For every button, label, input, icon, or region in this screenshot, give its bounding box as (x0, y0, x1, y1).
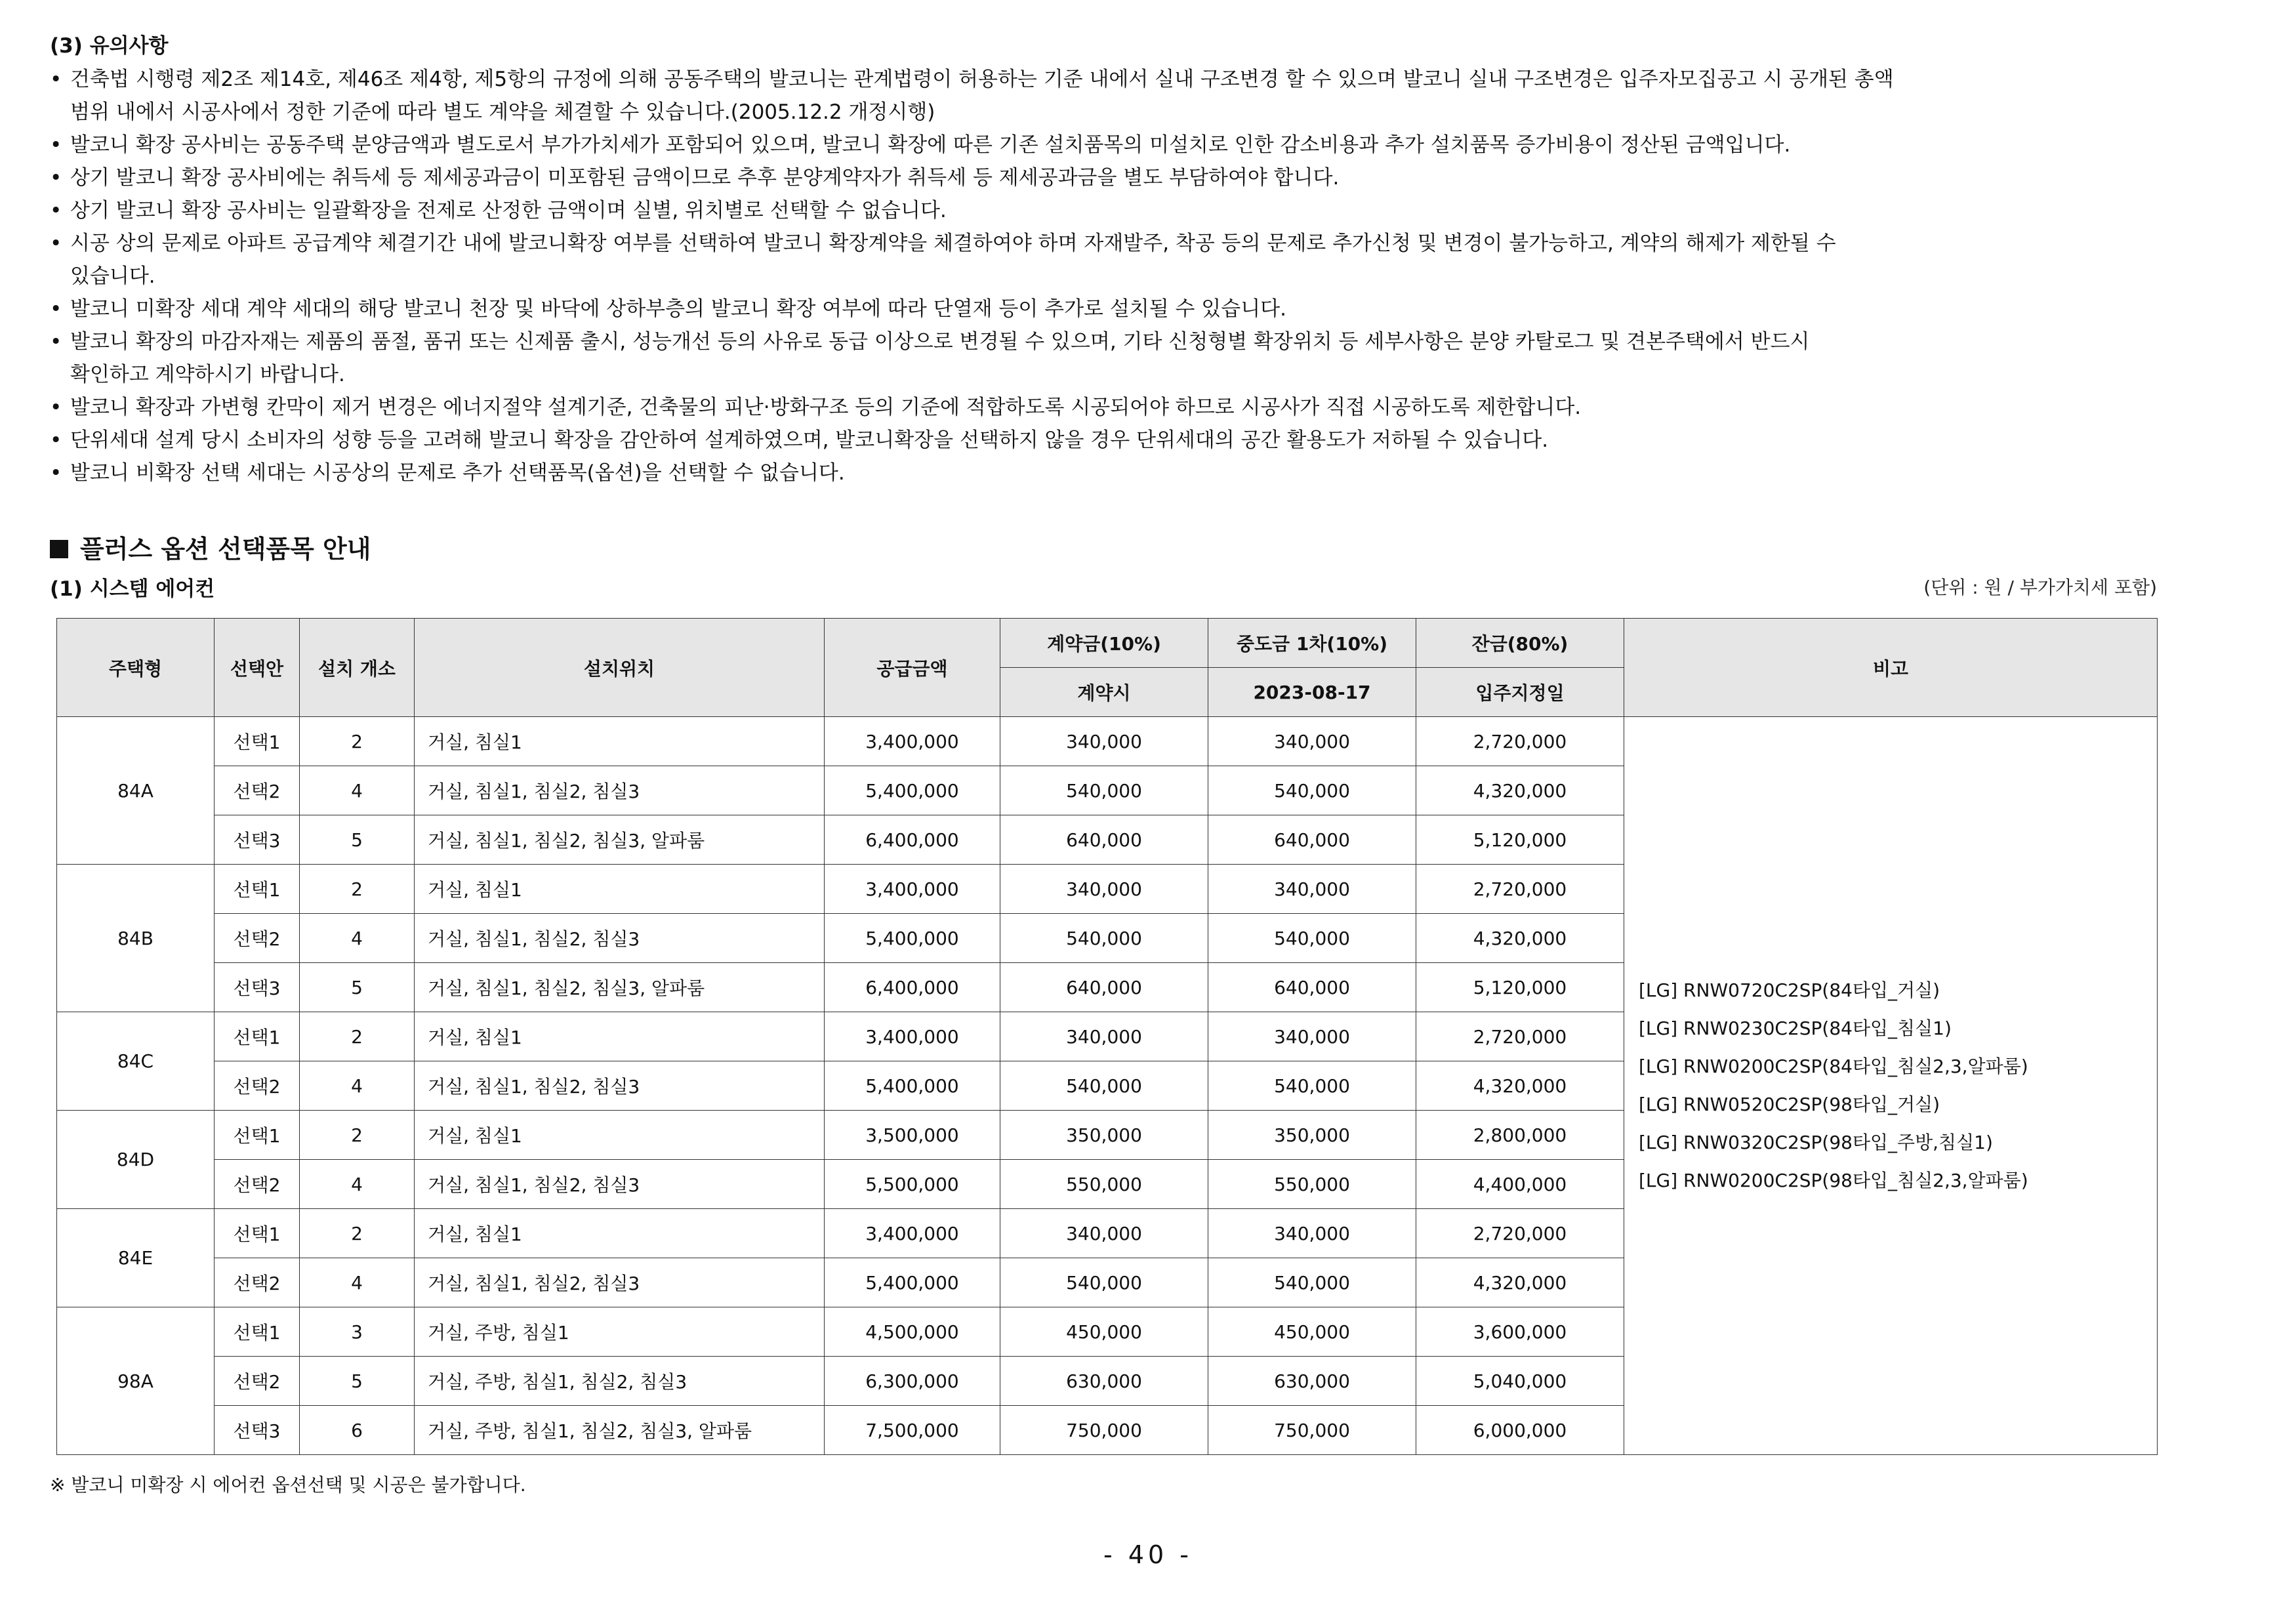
plus-option-heading (50, 529, 371, 565)
contract-cell: 640,000 (1000, 963, 1208, 1012)
price-cell: 6,300,000 (825, 1357, 1000, 1406)
contract-cell: 750,000 (1000, 1406, 1208, 1455)
notice-item (50, 129, 2188, 161)
location-cell: 거실, 침실1, 침실2, 침실3 (415, 766, 825, 815)
housing-type-cell: 98A (57, 1307, 215, 1455)
contract-cell: 630,000 (1000, 1357, 1208, 1406)
location-cell: 거실, 침실1 (415, 1012, 825, 1061)
col-header-count: 설치 개소 (300, 619, 415, 717)
balance-cell: 2,720,000 (1416, 717, 1624, 766)
middle-payment-cell: 750,000 (1208, 1406, 1416, 1455)
contract-cell: 540,000 (1000, 766, 1208, 815)
table-row (57, 717, 2158, 766)
memo-line: [LG] RNW0320C2SP(98타입_주방,침실1) (1639, 1132, 1993, 1153)
option-cell: 선택2 (215, 1258, 300, 1307)
col-header-contract-when: 계약시 (1000, 668, 1208, 717)
notice-item (50, 293, 2188, 325)
count-cell: 4 (300, 766, 415, 815)
count-cell: 2 (300, 1209, 415, 1258)
option-cell: 선택1 (215, 1307, 300, 1357)
middle-payment-cell: 540,000 (1208, 914, 1416, 963)
col-header-contract: 계약금(10%) (1000, 619, 1208, 668)
price-cell: 6,400,000 (825, 963, 1000, 1012)
middle-payment-cell: 340,000 (1208, 717, 1416, 766)
price-cell: 3,400,000 (825, 865, 1000, 914)
col-header-balance: 잔금(80%) (1416, 619, 1624, 668)
col-header-memo: 비고 (1624, 619, 2158, 717)
notice-item (50, 194, 2188, 227)
contract-cell: 540,000 (1000, 1061, 1208, 1111)
balance-cell: 4,320,000 (1416, 1061, 1624, 1111)
count-cell: 6 (300, 1406, 415, 1455)
balance-cell: 3,600,000 (1416, 1307, 1624, 1357)
footnote: ※ 발코니 미확장 시 에어컨 옵션선택 및 시공은 불가합니다. (50, 1474, 526, 1496)
balance-cell: 5,120,000 (1416, 815, 1624, 865)
option-cell: 선택2 (215, 766, 300, 815)
count-cell: 4 (300, 1160, 415, 1209)
bullet-dot-icon: • (50, 199, 62, 222)
bullet-dot-icon: • (50, 166, 62, 190)
contract-cell: 350,000 (1000, 1111, 1208, 1160)
bullet-dot-icon: • (50, 133, 62, 157)
middle-payment-cell: 450,000 (1208, 1307, 1416, 1357)
notice-item-text: 발코니 비확장 선택 세대는 시공상의 문제로 추가 선택품목(옵션)을 선택할 수 없습니다. (70, 461, 845, 485)
balance-cell: 2,800,000 (1416, 1111, 1624, 1160)
notice-item-text: 상기 발코니 확장 공사비는 일괄확장을 전제로 산정한 금액이며 실별, 위치별로 선택할 수 없습니다. (70, 199, 947, 222)
housing-type-cell: 84A (57, 717, 215, 865)
notice-item-text: 발코니 확장의 마감자재는 제품의 품절, 품귀 또는 신제품 출시, 성능개선 등의 사유로 동급 이상으로 변경될 수 있으며, 기타 신청형별 확장위치 등 세부사항은 분양 카탈로그 및 견본주택에서 반드시 확인하고 계약하시기 바랍니다. (70, 330, 1810, 386)
option-cell: 선택2 (215, 1061, 300, 1111)
col-header-middle-when: 2023-08-17 (1208, 668, 1416, 717)
option-cell: 선택1 (215, 865, 300, 914)
balance-cell: 6,000,000 (1416, 1406, 1624, 1455)
notice-item-text: 시공 상의 문제로 아파트 공급계약 체결기간 내에 발코니확장 여부를 선택하여 발코니 확장계약을 체결하여야 하며 자재발주, 착공 등의 문제로 추가신청 및 변경이 불가능하고, 계약의 해제가 제한될 수 있습니다. (70, 232, 1836, 288)
contract-cell: 340,000 (1000, 717, 1208, 766)
count-cell: 5 (300, 1357, 415, 1406)
option-cell: 선택2 (215, 914, 300, 963)
location-cell: 거실, 침실1, 침실2, 침실3 (415, 1258, 825, 1307)
housing-type-cell: 84D (57, 1111, 215, 1209)
memo-line: [LG] RNW0520C2SP(98타입_거실) (1639, 1094, 1940, 1115)
unit-note: (단위 : 원 / 부가가치세 포함) (1923, 577, 2157, 598)
memo-line: [LG] RNW0720C2SP(84타입_거실) (1639, 979, 1940, 1001)
option-cell: 선택2 (215, 1357, 300, 1406)
table-header-row (57, 619, 2158, 668)
bullet-dot-icon: • (50, 330, 62, 354)
housing-type-cell: 84C (57, 1012, 215, 1111)
option-cell: 선택1 (215, 1111, 300, 1160)
middle-payment-cell: 640,000 (1208, 815, 1416, 865)
bullet-dot-icon: • (50, 68, 62, 91)
price-cell: 4,500,000 (825, 1307, 1000, 1357)
table-body (57, 717, 2158, 1455)
middle-payment-cell: 540,000 (1208, 1061, 1416, 1111)
housing-type-cell: 84B (57, 865, 215, 1012)
count-cell: 2 (300, 717, 415, 766)
notice-item-text: 단위세대 설계 당시 소비자의 성향 등을 고려해 발코니 확장을 감안하여 설계하였으며, 발코니확장을 선택하지 않을 경우 단위세대의 공간 활용도가 저하될 수 있습니다. (70, 428, 1549, 452)
middle-payment-cell: 630,000 (1208, 1357, 1416, 1406)
price-cell: 5,400,000 (825, 766, 1000, 815)
location-cell: 거실, 주방, 침실1 (415, 1307, 825, 1357)
contract-cell: 550,000 (1000, 1160, 1208, 1209)
price-cell: 6,400,000 (825, 815, 1000, 865)
page-number: - 40 - (1103, 1540, 1193, 1569)
price-cell: 5,400,000 (825, 1258, 1000, 1307)
notice-item-text: 건축법 시행령 제2조 제14호, 제46조 제4항, 제5항의 규정에 의해 공동주택의 발코니는 관계법령이 허용하는 기준 내에서 실내 구조변경 할 수 있으며 발코니 실내 구조변경은 입주자모집공고 시 공개된 총액 범위 내에서 시공사에서 정한 기준에 따라 별도 계약을 체결할 수 있습니다.(2005.12.2 개정시행) (70, 68, 1894, 124)
location-cell: 거실, 침실1, 침실2, 침실3 (415, 914, 825, 963)
price-cell: 3,500,000 (825, 1111, 1000, 1160)
balance-cell: 2,720,000 (1416, 865, 1624, 914)
notice-item (50, 325, 2188, 391)
count-cell: 4 (300, 1258, 415, 1307)
count-cell: 5 (300, 815, 415, 865)
price-cell: 5,500,000 (825, 1160, 1000, 1209)
option-cell: 선택3 (215, 815, 300, 865)
contract-cell: 640,000 (1000, 815, 1208, 865)
location-cell: 거실, 주방, 침실1, 침실2, 침실3, 알파룸 (415, 1406, 825, 1455)
balance-cell: 2,720,000 (1416, 1209, 1624, 1258)
location-cell: 거실, 침실1 (415, 717, 825, 766)
notice-item-text: 발코니 확장과 가변형 칸막이 제거 변경은 에너지절약 설계기준, 건축물의 피난·방화구조 등의 기준에 적합하도록 시공되어야 하므로 시공사가 직접 시공하도록 제한합니다. (70, 396, 1582, 419)
memo-line: [LG] RNW0230C2SP(84타입_침실1) (1639, 1017, 1952, 1039)
col-header-location: 설치위치 (415, 619, 825, 717)
bullet-dot-icon: • (50, 396, 62, 419)
memo-line: [LG] RNW0200C2SP(84타입_침실2,3,알파룸) (1639, 1056, 2028, 1077)
contract-cell: 540,000 (1000, 1258, 1208, 1307)
square-bullet-icon (50, 540, 68, 558)
location-cell: 거실, 침실1, 침실2, 침실3 (415, 1061, 825, 1111)
middle-payment-cell: 640,000 (1208, 963, 1416, 1012)
middle-payment-cell: 540,000 (1208, 1258, 1416, 1307)
middle-payment-cell: 340,000 (1208, 1012, 1416, 1061)
location-cell: 거실, 주방, 침실1, 침실2, 침실3 (415, 1357, 825, 1406)
location-cell: 거실, 침실1, 침실2, 침실3, 알파룸 (415, 815, 825, 865)
notice-heading: (3) 유의사항 (50, 34, 169, 58)
option-cell: 선택2 (215, 1160, 300, 1209)
count-cell: 5 (300, 963, 415, 1012)
col-header-price: 공급금액 (825, 619, 1000, 717)
balance-cell: 5,040,000 (1416, 1357, 1624, 1406)
balance-cell: 4,400,000 (1416, 1160, 1624, 1209)
price-cell: 3,400,000 (825, 1209, 1000, 1258)
notice-item (50, 391, 2188, 424)
balance-cell: 4,320,000 (1416, 914, 1624, 963)
location-cell: 거실, 침실1, 침실2, 침실3, 알파룸 (415, 963, 825, 1012)
col-header-middle: 중도금 1차(10%) (1208, 619, 1416, 668)
middle-payment-cell: 350,000 (1208, 1111, 1416, 1160)
location-cell: 거실, 침실1 (415, 1111, 825, 1160)
price-cell: 5,400,000 (825, 1061, 1000, 1111)
balance-cell: 2,720,000 (1416, 1012, 1624, 1061)
notice-item (50, 63, 2188, 129)
option-cell: 선택1 (215, 717, 300, 766)
price-cell: 5,400,000 (825, 914, 1000, 963)
count-cell: 3 (300, 1307, 415, 1357)
count-cell: 2 (300, 1012, 415, 1061)
middle-payment-cell: 340,000 (1208, 1209, 1416, 1258)
balance-cell: 4,320,000 (1416, 766, 1624, 815)
contract-cell: 450,000 (1000, 1307, 1208, 1357)
count-cell: 4 (300, 914, 415, 963)
location-cell: 거실, 침실1 (415, 1209, 825, 1258)
count-cell: 4 (300, 1061, 415, 1111)
location-cell: 거실, 침실1 (415, 865, 825, 914)
notice-item-text: 발코니 미확장 세대 계약 세대의 해당 발코니 천장 및 바닥에 상하부층의 발코니 확장 여부에 따라 단열재 등이 추가로 설치될 수 있습니다. (70, 297, 1286, 321)
plus-option-heading-text: 플러스 옵션 선택품목 안내 (80, 535, 371, 564)
notice-item (50, 161, 2188, 194)
notice-item-text: 발코니 확장 공사비는 공동주택 분양금액과 별도로서 부가가치세가 포함되어 있으며, 발코니 확장에 따른 기존 설치품목의 미설치로 인한 감소비용과 추가 설치품목 증가비용이 정산된 금액입니다. (70, 133, 1791, 157)
col-header-balance-when: 입주지정일 (1416, 668, 1624, 717)
memo-cell (1624, 717, 2158, 1455)
balance-cell: 5,120,000 (1416, 963, 1624, 1012)
bullet-dot-icon: • (50, 297, 62, 321)
middle-payment-cell: 540,000 (1208, 766, 1416, 815)
price-cell: 3,400,000 (825, 1012, 1000, 1061)
option-cell: 선택3 (215, 963, 300, 1012)
middle-payment-cell: 550,000 (1208, 1160, 1416, 1209)
contract-cell: 340,000 (1000, 1012, 1208, 1061)
count-cell: 2 (300, 865, 415, 914)
price-cell: 3,400,000 (825, 717, 1000, 766)
contract-cell: 340,000 (1000, 1209, 1208, 1258)
option-cell: 선택1 (215, 1209, 300, 1258)
notice-item (50, 424, 2188, 457)
aircon-option-table (56, 618, 2158, 1455)
contract-cell: 340,000 (1000, 865, 1208, 914)
contract-cell: 540,000 (1000, 914, 1208, 963)
aircon-subheading: (1) 시스템 에어컨 (50, 577, 215, 601)
housing-type-cell: 84E (57, 1209, 215, 1307)
notice-item-text: 상기 발코니 확장 공사비에는 취득세 등 제세공과금이 미포함된 금액이므로 추후 분양계약자가 취득세 등 제세공과금을 별도 부담하여야 합니다. (70, 166, 1340, 190)
notice-item (50, 227, 2188, 293)
notice-item (50, 457, 2188, 489)
location-cell: 거실, 침실1, 침실2, 침실3 (415, 1160, 825, 1209)
option-cell: 선택3 (215, 1406, 300, 1455)
bullet-dot-icon: • (50, 232, 62, 255)
option-cell: 선택1 (215, 1012, 300, 1061)
notice-list (50, 63, 2188, 489)
bullet-dot-icon: • (50, 428, 62, 452)
balance-cell: 4,320,000 (1416, 1258, 1624, 1307)
middle-payment-cell: 340,000 (1208, 865, 1416, 914)
bullet-dot-icon: • (50, 461, 62, 485)
col-header-type: 주택형 (57, 619, 215, 717)
memo-line: [LG] RNW0200C2SP(98타입_침실2,3,알파룸) (1639, 1170, 2028, 1191)
count-cell: 2 (300, 1111, 415, 1160)
price-cell: 7,500,000 (825, 1406, 1000, 1455)
col-header-option: 선택안 (215, 619, 300, 717)
